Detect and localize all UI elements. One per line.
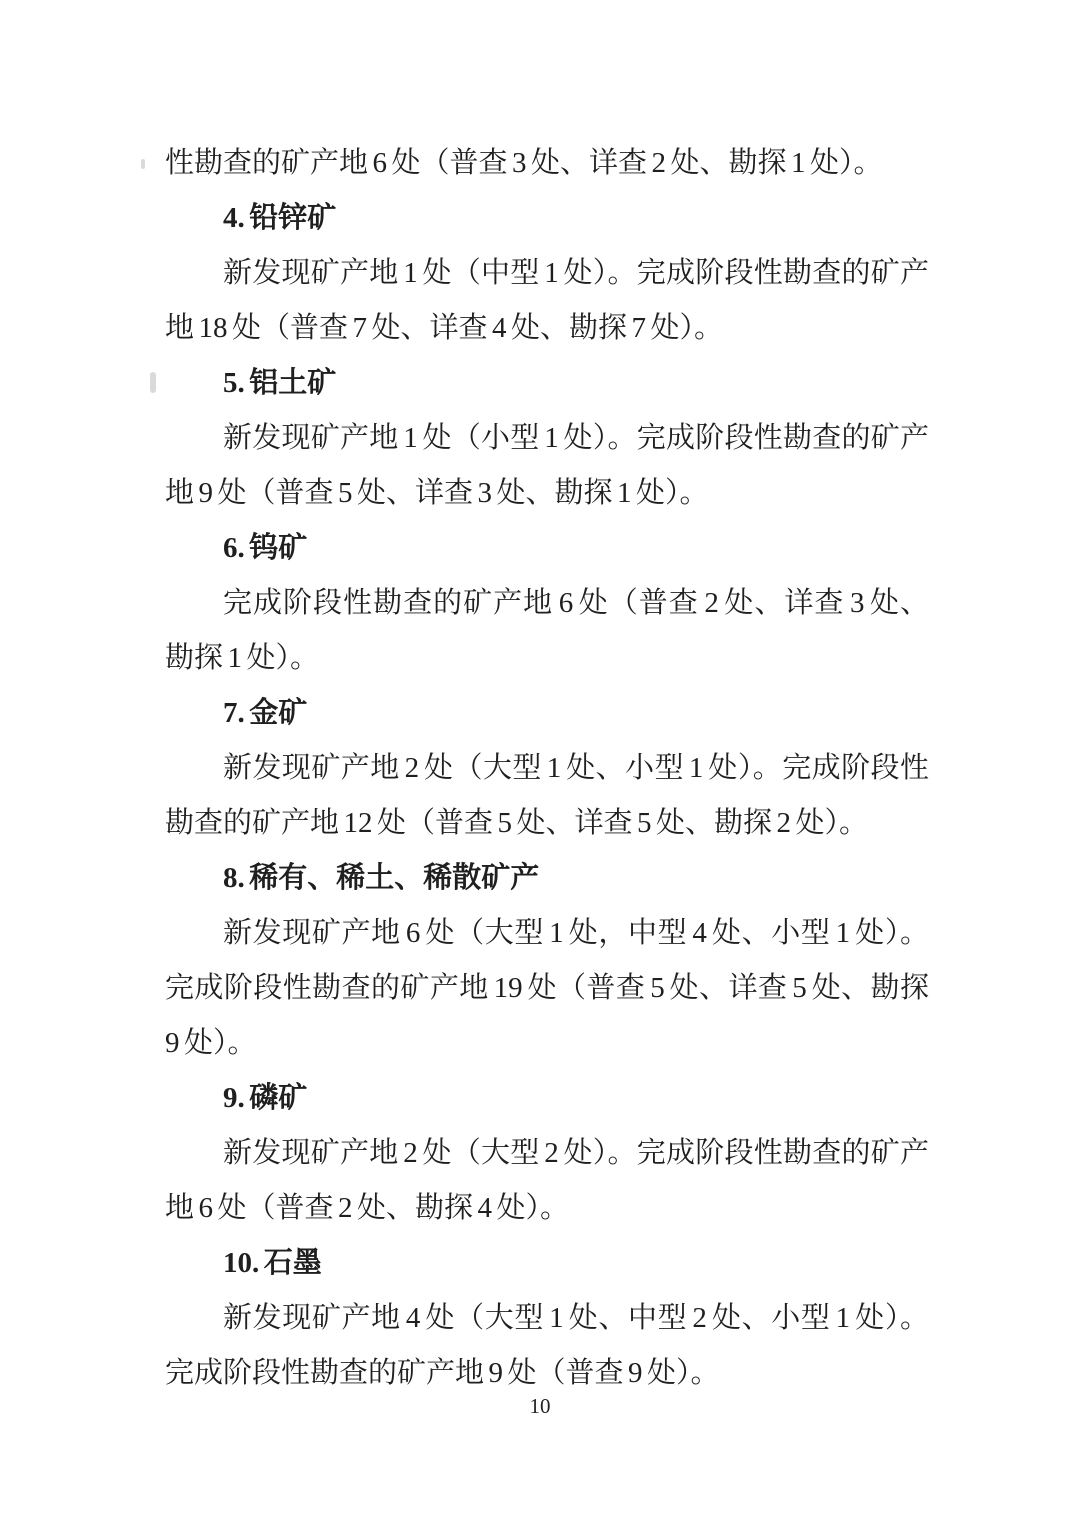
heading-graphite: 10. 石墨 [223,1247,322,1279]
scan-artifact [150,372,156,393]
heading-tungsten-ore: 6. 钨矿 [223,532,308,564]
page-number: 10 [529,1394,551,1418]
heading-gold-ore: 7. 金矿 [223,697,308,729]
paragraph-rare-earth-minerals: 新发现矿产地 6 处（大型 1 处，中型 4 处、小型 1 处）。完成阶段性勘查的矿产地 19 处（普查 5 处、详查 5 处、勘探 9 处）。 [165,917,929,1059]
paragraph-bauxite: 新发现矿产地 1 处（小型 1 处）。完成阶段性勘查的矿产地 9 处（普查 5 处、详查 3 处、勘探 1 处）。 [165,422,929,509]
paragraph-tungsten-ore: 完成阶段性勘查的矿产地 6 处（普查 2 处、详查 3 处、勘探 1 处）。 [165,587,929,674]
heading-rare-earth-minerals: 8. 稀有、稀土、稀散矿产 [223,862,540,894]
paragraph-gold-ore: 新发现矿产地 2 处（大型 1 处、小型 1 处）。完成阶段性勘查的矿产地 12 处（普查 5 处、详查 5 处、勘探 2 处）。 [165,752,929,839]
document-body [165,136,929,1401]
scan-artifact [141,159,145,169]
paragraph-phosphate-ore: 新发现矿产地 2 处（大型 2 处）。完成阶段性勘查的矿产地 6 处（普查 2 处、勘探 4 处）。 [165,1137,929,1224]
heading-lead-zinc-ore: 4. 铅锌矿 [223,202,337,234]
paragraph-graphite: 新发现矿产地 4 处（大型 1 处、中型 2 处、小型 1 处）。完成阶段性勘查的矿产地 9 处（普查 9 处）。 [165,1302,929,1389]
paragraph-lead-zinc-ore: 新发现矿产地 1 处（中型 1 处）。完成阶段性勘查的矿产地 18 处（普查 7 处、详查 4 处、勘探 7 处）。 [165,257,929,344]
paragraph-continuation: 性勘查的矿产地 6 处（普查 3 处、详查 2 处、勘探 1 处）。 [165,147,883,179]
heading-phosphate-ore: 9. 磷矿 [223,1082,308,1114]
heading-bauxite: 5. 铝土矿 [223,367,337,399]
